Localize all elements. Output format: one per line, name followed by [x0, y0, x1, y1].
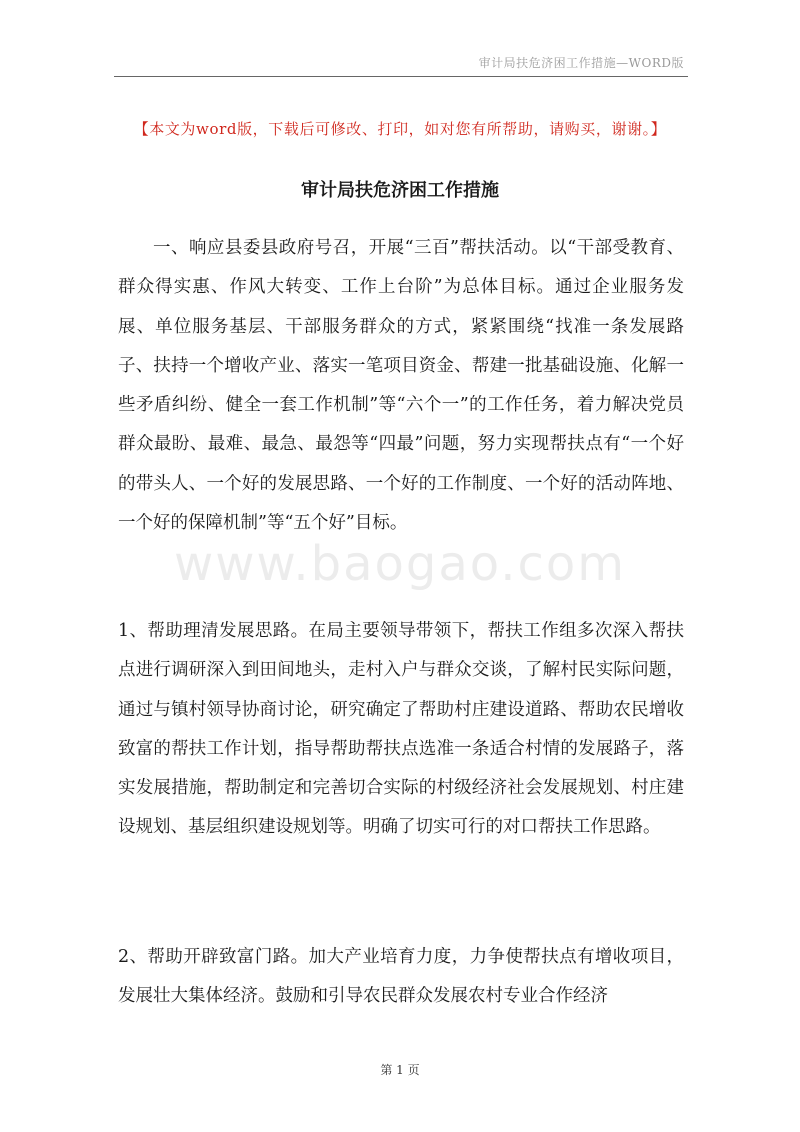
- purchase-notice: 【本文为word版，下载后可修改、打印，如对您有所帮助，请购买，谢谢。】: [133, 120, 667, 138]
- running-header: 审计局扶危济困工作措施—WORD版: [478, 56, 684, 70]
- document-title: 审计局扶危济困工作措施: [301, 180, 499, 201]
- page-number: 第 1 页: [380, 1063, 420, 1077]
- watermark: www.baogao.com: [173, 536, 627, 592]
- paragraph-intro: 一、响应县委县政府号召，开展“三百”帮扶活动。以“干部受教育、群众得实惠、作风大转变、工作上台阶”为总体目标。通过企业服务发展、单位服务基层、干部服务群众的方式，紧紧围绕“找准一条发展路子、扶持一个增收产业、落实一笔项目资金、帮建一批基础设施、化解一些矛盾纠纷、健全一套工作机制”等“六个一”的工作任务，着力解决党员群众最盼、最难、最急、最怨等“四最”问题，努力实现帮扶点有“一个好的带头人、一个好的发展思路、一个好的工作制度、一个好的活动阵地、一个好的保障机制”等“五个好”目标。: [118, 238, 684, 534]
- header-divider: [114, 76, 688, 77]
- paragraph-item-2: 2、帮助开辟致富门路。加大产业培育力度，力争使帮扶点有增收项目，发展壮大集体经济。鼓励和引导农民群众发展农村专业合作经济: [118, 947, 684, 1007]
- paragraph-item-1: 1、帮助理清发展思路。在局主要领导带领下，帮扶工作组多次深入帮扶点进行调研深入到田间地头，走村入户与群众交谈，了解村民实际问题，通过与镇村领导协商讨论，研究确定了帮助村庄建设道路、帮助农民增收致富的帮扶工作计划，指导帮助帮扶点选准一条适合村情的发展路子，落实发展措施，帮助制定和完善切合实际的村级经济社会发展规划、村庄建设规划、基层组织建设规划等。明确了切实可行的对口帮扶工作思路。: [118, 621, 684, 838]
